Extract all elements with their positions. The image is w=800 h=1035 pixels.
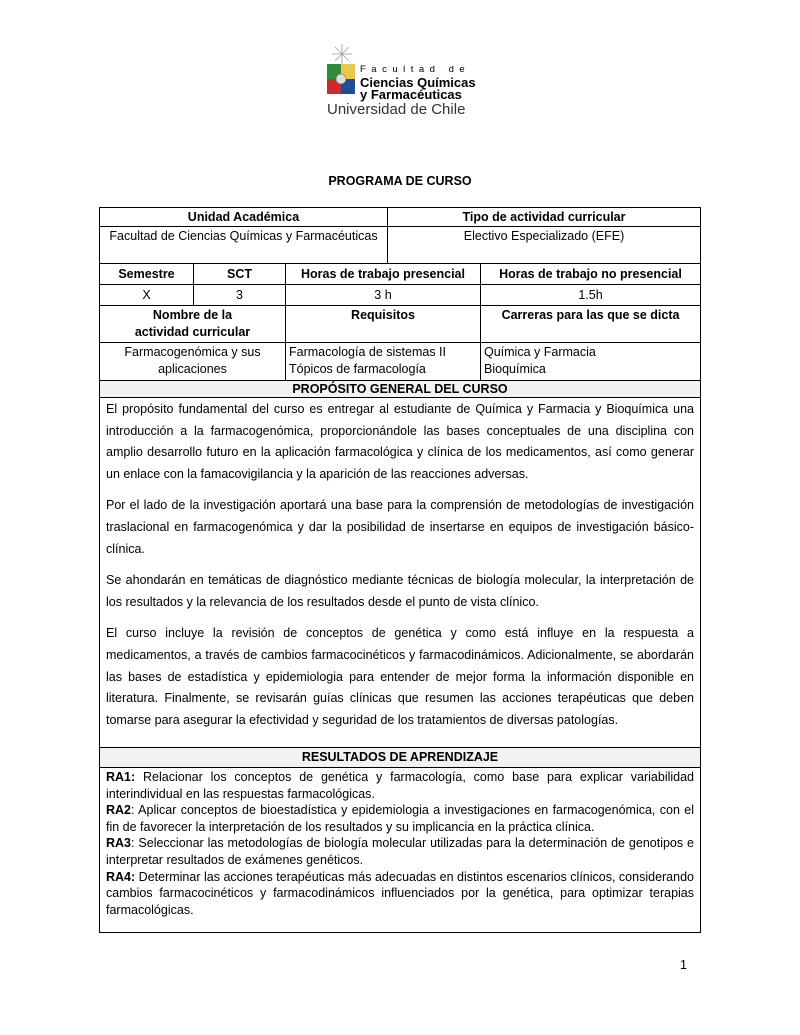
paragraph: Por el lado de la investigación aportará una base para la comprensión de metodologías de investigación traslacional en farmacogenómica y dar la posibilidad de insertarse en equipos de investigación básico-clínica.: [106, 498, 694, 556]
resultados-header: RESULTADOS DE APRENDIZAJE: [99, 747, 701, 768]
carreras-value: [480, 342, 701, 381]
requisito-item: Farmacología de sistemas II: [289, 345, 447, 359]
ra-text: Determinar las acciones terapéuticas más adecuadas en distintos escenarios clínicos, considerando cambios farmacocinéticos y farmacodinámicos influenciados por la genética, para optimizar terapias farmacológicas.: [106, 869, 694, 917]
logo-text: Universidad de Chile: [327, 101, 466, 118]
ra-text: : Aplicar conceptos de bioestadística y epidemiologia a investigaciones en farmacogenómica, con el fin de favorecer la interpretación de los resultados y su implicancia en la práctica clínica.: [106, 803, 694, 834]
paragraph: El propósito fundamental del curso es entregar al estudiante de Química y Farmacia y Bioquímica una introducción a la farmacogenómica, proporcionándole las bases conceptuales de una disciplina con amplio desarrollo futuro en la aplicación farmacológica y clínica de los medicamentos, así como generar un enlace con la famacovigilancia y la aparición de las reacciones adversas.: [106, 402, 694, 481]
tipo-label: Tipo de actividad curricular: [387, 207, 701, 227]
carrera-item: Bioquímica: [484, 362, 546, 376]
carrera-item: Química y Farmacia: [484, 345, 596, 359]
paragraph: Se ahondarán en temáticas de diagnóstico mediante técnicas de biología molecular, la interpretación de los resultados y la relevancia de los resultados desde el punto de vista clínico.: [106, 573, 694, 609]
unidad-value: Facultad de Ciencias Químicas y Farmacéuticas: [99, 226, 388, 264]
nombre-label: Nombre de la actividad curricular: [99, 305, 286, 343]
horas-no-presencial-value: 1.5h: [480, 284, 701, 306]
ra-text: Relacionar los conceptos de genética y farmacología, como base para explicar variabilidad interindividual en las respuestas farmacológicas.: [106, 770, 694, 801]
carreras-label: Carreras para las que se dicta: [480, 305, 701, 343]
ra-code: RA1:: [106, 770, 136, 784]
paragraph: El curso incluye la revisión de conceptos de genética y como está influye en la respuesta a medicamentos, a través de cambios farmacocinéticos y farmacodinámicos. Adicionalmente, se abordarán las bases de estadística y epidemiologia para entender de mejor forma la información disponible en literatura. Finalmente, se revisarán guías clínicas que resumen las acciones terapéuticas que deben tomarse para asegurar la efectividad y seguridad de los tratamientos de diversas patologías.: [106, 626, 694, 727]
horas-presencial-label: Horas de trabajo presencial: [285, 263, 481, 285]
sct-label: SCT: [193, 263, 286, 285]
ra-text: : Seleccionar las metodologías de biología molecular utilizadas para la determinación de genotipos e interpretar resultados de exámenes genéticos.: [106, 836, 694, 867]
logo-text: Ciencias Químicas: [360, 75, 476, 90]
proposito-header: PROPÓSITO GENERAL DEL CURSO: [99, 380, 701, 398]
logo-text: y Farmacéuticas: [360, 87, 462, 102]
sct-value: 3: [193, 284, 286, 306]
nombre-value: Farmacogenómica y sus aplicaciones: [99, 342, 286, 381]
list-item: [106, 769, 694, 802]
tipo-value: Electivo Especializado (EFE): [387, 226, 701, 264]
resultados-list: [99, 767, 701, 933]
list-item: [106, 802, 694, 835]
university-logo: [324, 42, 484, 120]
proposito-body: [99, 397, 701, 748]
ra-code: RA2: [106, 803, 132, 818]
requisitos-label: Requisitos: [285, 305, 481, 343]
list-item: [106, 835, 694, 868]
horas-presencial-value: 3 h: [285, 284, 481, 306]
list-item: [106, 869, 694, 919]
logo-text: Facultad de: [360, 64, 471, 75]
requisito-item: Tópicos de farmacología: [289, 362, 426, 376]
page-number: 1: [680, 958, 687, 972]
unidad-label: Unidad Académica: [99, 207, 388, 227]
ra-code: RA4:: [106, 869, 136, 884]
ra-code: RA3: [106, 836, 132, 851]
semestre-value: X: [99, 284, 194, 306]
requisitos-value: [285, 342, 481, 381]
semestre-label: Semestre: [99, 263, 194, 285]
horas-no-presencial-label: Horas de trabajo no presencial: [480, 263, 701, 285]
page-title: PROGRAMA DE CURSO: [328, 174, 472, 188]
